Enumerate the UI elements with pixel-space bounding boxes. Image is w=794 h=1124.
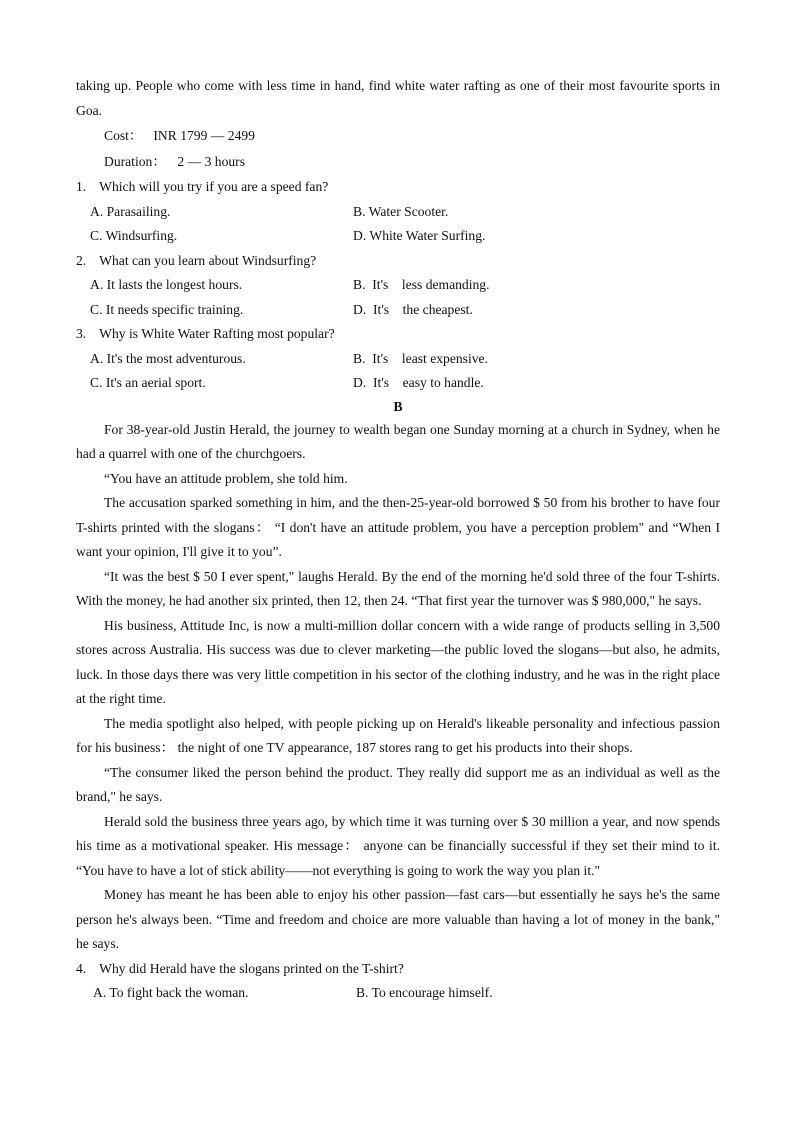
- question-1: [76, 175, 720, 200]
- option-b: B. It's less demanding.: [353, 277, 490, 292]
- paragraph: His business, Attitude Inc, is now a multi-million dollar concern with a wide range of products selling in 3,500 stores across Australia. His success was due to clever marketing—the public loved the slogans—but also, he admits, luck. In those days there was very little competition in his sector of the clothing industry, and he was in the right place at the right time.: [76, 617, 720, 706]
- question-2: [76, 249, 720, 274]
- paragraph: The media spotlight also helped, with people picking up on Herald's likeable personality and infectious passion for his business： the night of one TV appearance, 187 stores rang to get his products into their shops.: [76, 715, 720, 755]
- option-b: B. To encourage himself.: [356, 985, 493, 1000]
- section-heading: B: [393, 398, 403, 414]
- options-row: [76, 224, 720, 249]
- options-row: [76, 371, 720, 396]
- question-stem: What can you learn about Windsurfing?: [99, 252, 317, 268]
- paragraph: The accusation sparked something in him, and the then-25-year-old borrowed $ 50 from his brother to have four T-shirts printed with the slogans： “I don't have an attitude problem, you have a perception problem" and “When I want your opinion, I'll give it to you”.: [76, 495, 720, 559]
- paragraph: Money has meant he has been able to enjoy his other passion—fast cars—but essentially he says he's the same person he's always been. “Time and freedom and choice are more valuable than having a lot of money in the bank," he says.: [76, 887, 720, 951]
- paragraph: For 38-year-old Justin Herald, the journey to wealth began one Sunday morning at a church in Sydney, when he had a quarrel with one of the churchgoers.: [76, 421, 720, 461]
- options-row: [76, 273, 720, 298]
- paragraph: Herald sold the business three years ago, by which time it was turning over $ 30 million a year, and now spends his time as a motivational speaker. His message： anyone can be financially successful if they set their mind to it. “You have to have a lot of stick ability——not everything is going to work the way you plan it.": [76, 813, 720, 878]
- cost-label: Cost：: [104, 128, 143, 143]
- duration-value: 2 — 3 hours: [177, 154, 245, 169]
- passage-a-tail: taking up. People who come with less time in hand, find white water rafting as one of their most favourite sports in Goa.: [76, 78, 720, 118]
- options-row: [76, 200, 720, 225]
- options-row: [76, 981, 720, 1006]
- option-d: D. White Water Surfing.: [353, 228, 486, 243]
- option-c: C. Windsurfing.: [90, 228, 178, 243]
- question-number: 4.: [76, 960, 87, 976]
- question-stem: Which will you try if you are a speed fan?: [99, 179, 329, 194]
- option-d: D. It's the cheapest.: [353, 301, 473, 317]
- paragraph: “You have an attitude problem, she told him.: [104, 470, 348, 486]
- options-row: [76, 347, 720, 372]
- option-d: D. It's easy to handle.: [353, 375, 484, 390]
- option-b: B. Water Scooter.: [353, 203, 449, 219]
- question-number: 2.: [76, 252, 87, 268]
- paragraph: “It was the best $ 50 I ever spent," laughs Herald. By the end of the morning he'd sold three of the four T-shirts. With the money, he had another six printed, then 12, then 24. “That first year the turnover was $ 980,000," he says.: [76, 568, 720, 608]
- option-a: A. To fight back the woman.: [93, 985, 249, 1000]
- cost-value: INR 1799 — 2499: [153, 128, 255, 143]
- option-a: A. It lasts the longest hours.: [90, 277, 243, 292]
- question-stem: Why did Herald have the slogans printed on the T-shirt?: [99, 960, 404, 976]
- option-c: C. It needs specific training.: [90, 301, 244, 317]
- option-a: A. It's the most adventurous.: [90, 350, 246, 366]
- question-stem: Why is White Water Rafting most popular?: [99, 326, 335, 341]
- question-3: [76, 322, 720, 347]
- exam-page: [76, 74, 720, 1006]
- duration-line: [104, 149, 720, 175]
- option-c: C. It's an aerial sport.: [90, 375, 206, 390]
- cost-line: [104, 123, 720, 149]
- question-4: [76, 957, 720, 982]
- options-row: [76, 298, 720, 323]
- question-number: 3.: [76, 326, 87, 341]
- option-a: A. Parasailing.: [90, 203, 171, 219]
- paragraph: “The consumer liked the person behind the product. They really did support me as an individual as well as the brand," he says.: [76, 764, 720, 804]
- question-number: 1.: [76, 179, 87, 194]
- duration-label: Duration：: [104, 154, 166, 169]
- option-b: B. It's least expensive.: [353, 350, 488, 366]
